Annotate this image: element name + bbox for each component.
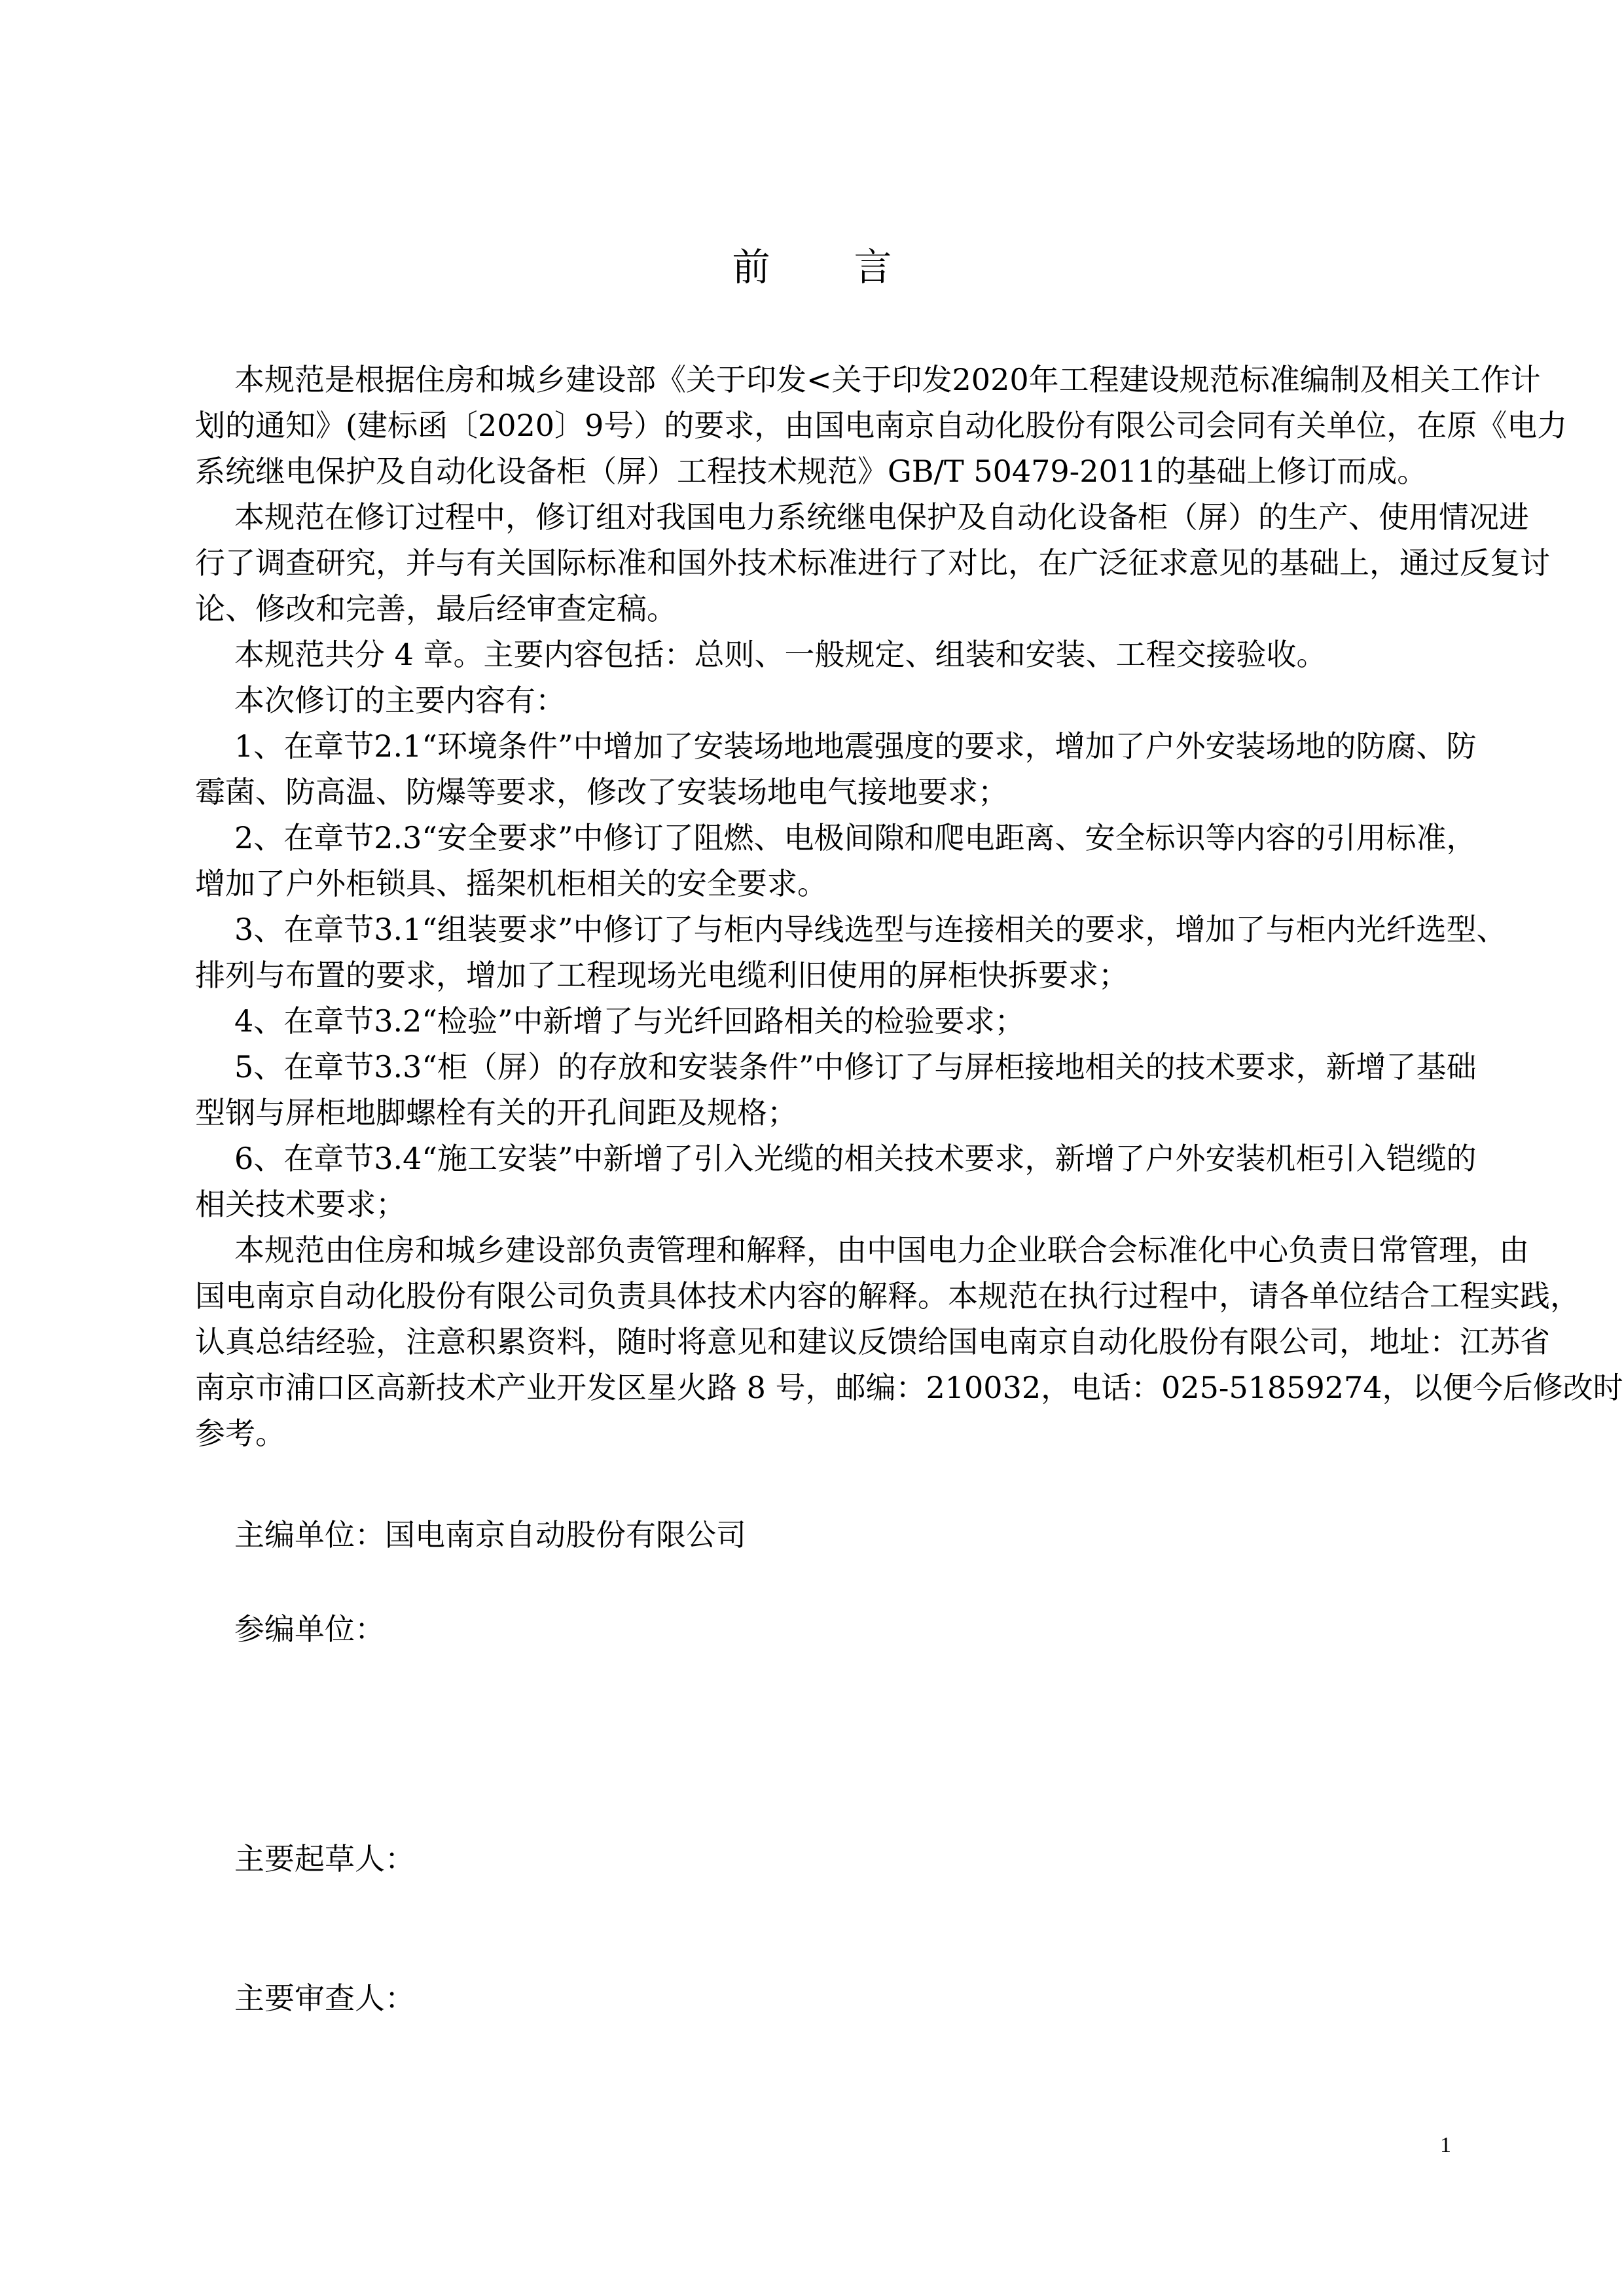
chief-editor-unit: 主编单位：国电南京自动股份有限公司 [234,1517,746,1552]
title-char: 前 [732,245,770,289]
page-title [0,241,1624,293]
revision-item-1: 1、在章节2.1“环境条件”中增加了安装场地地震强度的要求，增加了户外安装场地的防腐、防 [234,728,1477,764]
paragraph-line: 参考。 [195,1416,285,1451]
paragraph-line: 南京市浦口区高新技术产业开发区星火路 8 号，邮编：210032，电话：025-51859274，以便今后修改时 [195,1370,1623,1405]
paragraph-line: 行了调查研究，并与有关国际标准和国外技术标准进行了对比，在广泛征求意见的基础上，通过反复讨 [195,545,1550,581]
page-number: 1 [1440,2133,1451,2157]
paragraph-line: 本规范共分 4 章。主要内容包括：总则、一般规定、组装和安装、工程交接验收。 [234,637,1327,672]
main-reviewers: 主要审查人： [234,1981,415,2016]
revision-item-5-cont: 型钢与屏柜地脚螺栓有关的开孔间距及规格； [195,1095,797,1130]
revision-item-5: 5、在章节3.3“柜（屏）的存放和安装条件”中修订了与屏柜接地相关的技术要求，新增了基础 [234,1049,1477,1085]
paragraph-line: 论、修改和完善，最后经审查定稿。 [195,591,677,626]
paragraph-line: 国电南京自动化股份有限公司负责具体技术内容的解释。本规范在执行过程中，请各单位结合工程实践， [195,1278,1580,1314]
revision-item-2-cont: 增加了户外柜锁具、摇架机柜相关的安全要求。 [195,866,827,901]
title-char: 言 [854,245,892,289]
revision-item-3: 3、在章节3.1“组装要求”中修订了与柜内导线选型与连接相关的要求，增加了与柜内光纤选型、 [234,912,1507,947]
revision-item-2: 2、在章节2.3“安全要求”中修订了阻燃、电极间隙和爬电距离、安全标识等内容的引用标准， [234,820,1477,855]
paragraph-line: 划的通知》(建标函〔2020〕9号）的要求，由国电南京自动化股份有限公司会同有关单位，在原《电力 [195,408,1568,443]
paragraph-line: 认真总结经验，注意积累资料，随时将意见和建议反馈给国电南京自动化股份有限公司，地址：江苏省 [195,1324,1550,1359]
paragraph-line: 本规范由住房和城乡建设部负责管理和解释，由中国电力企业联合会标准化中心负责日常管理，由 [234,1232,1529,1268]
revision-item-4: 4、在章节3.2“检验”中新增了与光纤回路相关的检验要求； [234,1003,1025,1039]
paragraph-line: 本规范是根据住房和城乡建设部《关于印发<关于印发2020年工程建设规范标准编制及相关工作计 [234,362,1541,397]
paragraph-line: 本规范在修订过程中，修订组对我国电力系统继电保护及自动化设备柜（屏）的生产、使用情况进 [234,499,1529,535]
revision-item-1-cont: 霉菌、防高温、防爆等要求，修改了安装场地电气接地要求； [195,774,1008,810]
co-editor-unit: 参编单位： [234,1611,385,1647]
main-drafters: 主要起草人： [234,1841,415,1876]
revision-item-6-cont: 相关技术要求； [195,1187,406,1222]
revision-item-6: 6、在章节3.4“施工安装”中新增了引入光缆的相关技术要求，新增了户外安装机柜引入铠缆的 [234,1141,1477,1176]
paragraph-line: 系统继电保护及自动化设备柜（屏）工程技术规范》GB/T 50479-2011的基础上修订而成。 [195,454,1428,489]
revision-item-3-cont: 排列与布置的要求，增加了工程现场光电缆利旧使用的屏柜快拆要求； [195,958,1128,993]
paragraph-line: 本次修订的主要内容有： [234,683,566,718]
